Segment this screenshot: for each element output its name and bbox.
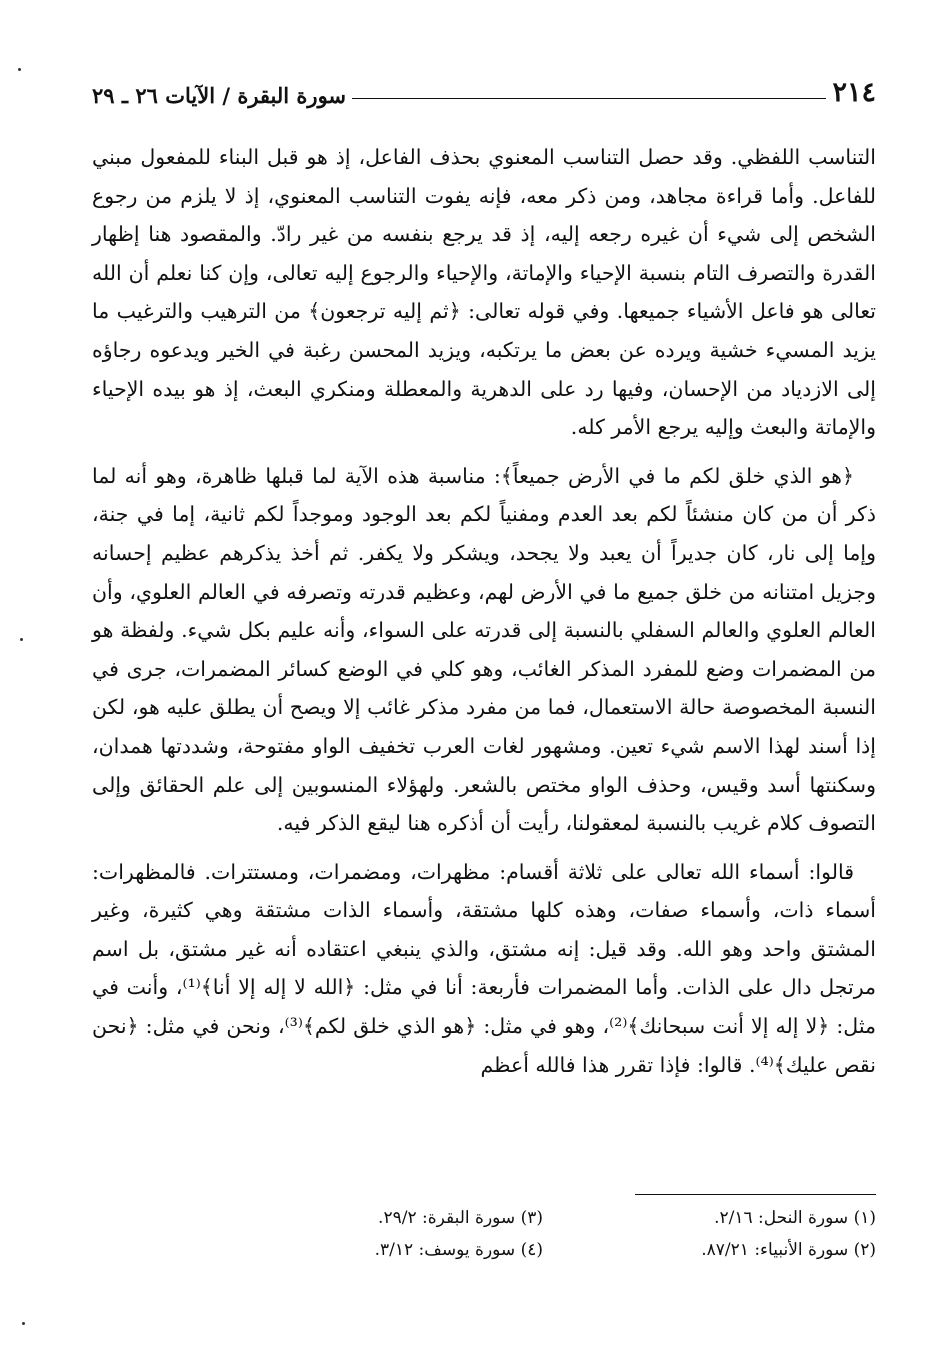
scan-speck (20, 638, 23, 641)
scan-speck (18, 68, 21, 71)
paragraph: قالوا: أسماء الله تعالى على ثلاثة أقسام: مظهرات، ومضمرات، ومستترات. فالمظهرات: أسماء ذات، وأسماء صفات، وهذه كلها مشتقة، وأسماء الذات مشتقة وهي كثيرة، وغير المشتق واحد وهو الله. وقد قيل: إنه مشتق، والذي ينبغي اعتقاده أنه غير مشتق، بل اسم مرتجل دال على الذات. وأما المضمرات فأربعة: أنا في مثل: ﴿الله لا إله إلا أنا﴾⁽¹⁾، وأنت في مثل: ﴿لا إله إلا أنت سبحانك﴾⁽²⁾، وهو في مثل: ﴿هو الذي خلق لكم﴾⁽³⁾، ونحن في مثل: ﴿نحن نقص عليك﴾⁽⁴⁾. قالوا: فإذا تقرر هذا فالله أعظم (92, 859, 877, 1077)
paragraph: ﴿هو الذي خلق لكم ما في الأرض جميعاً﴾: مناسبة هذه الآية لما قبلها ظاهرة، وهو أنه لما ذكر أن من كان منشئاً لكم بعد العدم ومفنياً لكم بعد الوجود وموجداً لكم ثانية، إما في جنة، وإما إلى نار، كان جديراً أن يعبد ولا يجحد، ويشكر ولا يكفر. ثم أخذ يذكرهم عظيم إحسانه وجزيل امتنانه من خلق جميع ما في الأرض لهم، وعظيم قدرته وتصرفه في العالم العلوي، وأن العالم العلوي والعالم السفلي بالنسبة إلى قدرته على السواء، وأنه عليم بكل شيء. ولفظة هو من المضمرات وضع للمفرد المذكر الغائب، وهو كلي في الوضع كسائر المضمرات، جرى في النسبة المخصوصة حالة الاستعمال، فما من مفرد مذكر غائب إلا ويصح أن يطلق عليه هو، لكن إذا أسند لهذا الاسم شيء تعين. ومشهور لغات العرب تخفيف الواو مفتوحة، وشددتها همدان، وسكنتها أسد وقيس، وحذف الواو مختص بالشعر. ولهؤلاء المنسوبين إلى علم الحقائق وإلى التصوف كلام غريب بالنسبة لمعقولنا، رأيت أن أذكره هنا ليقع الذكر فيه. (92, 463, 876, 836)
footnote: (١) سورة النحل: ٢/١٦. (714, 1208, 876, 1228)
page-number: ٢١٤ (832, 77, 876, 108)
footnotes (240, 1205, 876, 1263)
scan-speck (22, 1322, 25, 1325)
footnote: (٣) سورة البقرة: ٢٩/٢. (378, 1208, 543, 1228)
running-header (92, 62, 876, 108)
chapter-title: سورة البقرة / الآيات ٢٦ ـ ٢٩ (92, 83, 347, 108)
paragraph: التناسب اللفظي. وقد حصل التناسب المعنوي بحذف الفاعل، إذ هو قبل البناء للمفعول مبني للفاعل. وأما قراءة مجاهد، ومن ذكر معه، فإنه يفوت التناسب المعنوي، إذ لا يلزم من رجوع الشخص إلى شيء أن غيره رجعه إليه، إذ قد يرجع بنفسه من غير رادّ. والمقصود هنا إظهار القدرة والتصرف التام بنسبة الإحياء والإماتة، والإحياء والرجوع إليه تعالى، وإن كنا نعلم أن الله تعالى هو فاعل الأشياء جميعها. وفي قوله تعالى: ﴿ثم إليه ترجعون﴾ من الترهيب والترغيب ما يزيد المسيء خشية ويرده عن بعض ما يرتكبه، ويزيد المحسن رغبة في الخير ويدعوه رجاؤه إلى الازدياد من الإحسان، وفيها رد على الدهرية والمعطلة ومنكري البعث، إذ هو بيده الإحياء والإماتة والبعث وإليه يرجع الأمر كله. (92, 145, 876, 440)
main-text (92, 138, 876, 1084)
footnote: (٢) سورة الأنبياء: ٨٧/٢١. (701, 1240, 876, 1260)
header-rule (352, 98, 826, 99)
footnote-divider (635, 1194, 876, 1195)
footnote: (٤) سورة يوسف: ٣/١٢. (374, 1240, 543, 1260)
